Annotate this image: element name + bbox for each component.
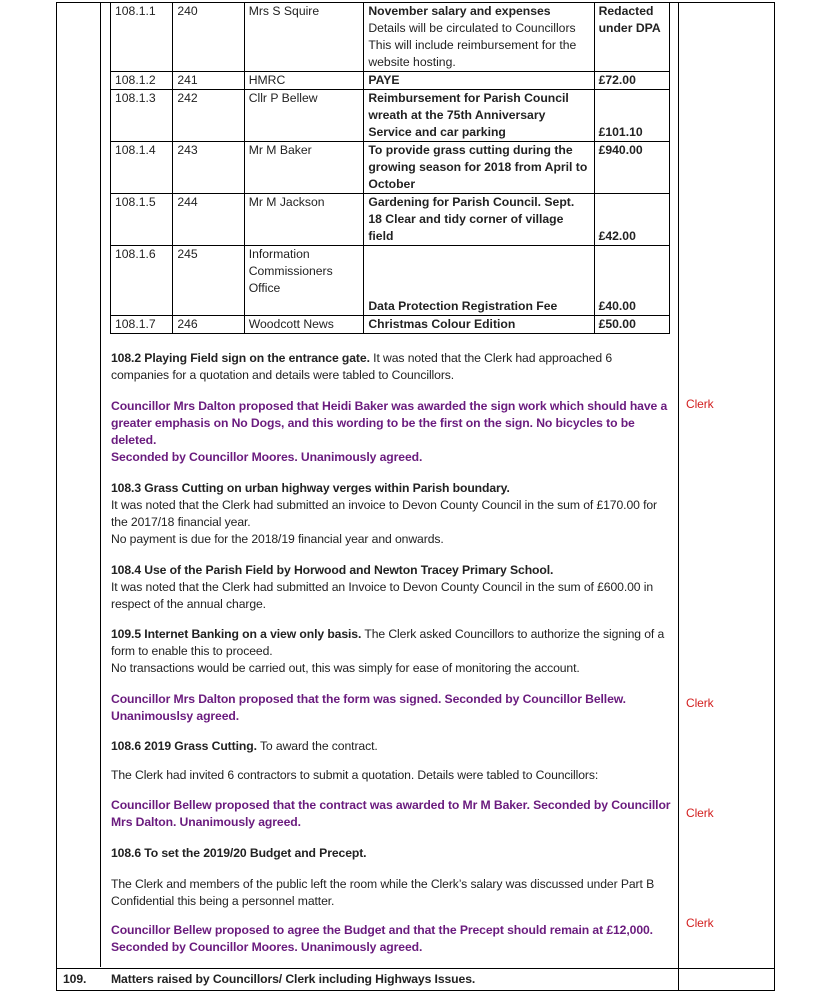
payment-description	[364, 3, 594, 72]
payment-description: Christmas Colour Edition	[364, 316, 594, 334]
payment-ref: 108.1.5	[111, 194, 173, 246]
section-heading: 108.3 Grass Cutting on urban highway verges within Parish boundary.	[111, 481, 510, 495]
column-divider-left	[100, 2, 101, 967]
payment-amount: £72.00	[594, 72, 669, 90]
table-row	[111, 316, 670, 334]
seconded-text: Seconded by Councillor Moores. Unanimously agreed.	[111, 450, 423, 464]
payment-amount: Redacted under DPA	[594, 3, 669, 72]
payee: Cllr P Bellew	[244, 90, 364, 142]
section-heading: 108.4 Use of the Parish Field by Horwood and Newton Tracey Primary School.	[111, 563, 554, 577]
table-row	[111, 246, 670, 316]
description-line: website hosting.	[368, 55, 456, 69]
payment-amount: £42.00	[594, 194, 669, 246]
cheque-number: 244	[173, 194, 244, 246]
cheque-number: 241	[173, 72, 244, 90]
table-row	[111, 72, 670, 90]
payment-ref: 108.1.7	[111, 316, 173, 334]
payment-ref: 108.1.2	[111, 72, 173, 90]
section-text: The Clerk asked Councillors to authorize the signing of a form to enable this to proceed.	[111, 627, 665, 658]
section-heading: 108.6 To set the 2019/20 Budget and Precept.	[111, 846, 367, 860]
resolution-109-5: Councillor Mrs Dalton proposed that the form was signed. Seconded by Councillor Bellew. Unanimouslsy agreed.	[111, 692, 626, 723]
payee: Mrs S Squire	[244, 3, 364, 72]
item-number-109: 109.	[63, 972, 87, 986]
resolution-108-6-budget: Councillor Bellew proposed to agree the Budget and that the Precept should remain at £12,000. Seconded by Councillor Moores. Unanimously agreed.	[111, 923, 653, 954]
action-clerk: Clerk	[686, 806, 714, 820]
section-text: The Clerk had invited 6 contractors to submit a quotation. Details were tabled to Councillors:	[111, 768, 599, 782]
section-109-5	[111, 626, 671, 677]
description-line: Details will be circulated to Councillors	[368, 21, 576, 35]
description-title: November salary and expenses	[368, 4, 551, 18]
payment-description: To provide grass cutting during the growing season for 2018 from April to October	[364, 142, 594, 194]
payment-amount: £40.00	[594, 246, 669, 316]
cheque-number: 245	[173, 246, 244, 316]
payee: Mr M Baker	[244, 142, 364, 194]
action-clerk: Clerk	[686, 696, 714, 710]
payments-table	[110, 2, 670, 334]
payee: HMRC	[244, 72, 364, 90]
payee: Information Commissioners Office	[244, 246, 364, 316]
row-divider-109	[56, 968, 775, 969]
payment-amount: £101.10	[594, 90, 669, 142]
section-text: No payment is due for the 2018/19 financial year and onwards.	[111, 532, 444, 546]
table-row	[111, 3, 670, 72]
section-heading: 109.5 Internet Banking on a view only basis.	[111, 627, 362, 641]
payee: Mr M Jackson	[244, 194, 364, 246]
resolution-108-2	[111, 398, 671, 466]
resolution-108-6-grass: Councillor Bellew proposed that the contract was awarded to Mr M Baker. Seconded by Councillor Mrs Dalton. Unanimously agreed.	[111, 798, 671, 829]
section-heading: 108.6 2019 Grass Cutting.	[111, 739, 257, 753]
payee: Woodcott News	[244, 316, 364, 334]
cheque-number: 243	[173, 142, 244, 194]
section-108-2	[111, 350, 671, 384]
payment-amount: £50.00	[594, 316, 669, 334]
section-108-6-grass	[111, 738, 671, 755]
item-title-109: Matters raised by Councillors/ Clerk including Highways Issues.	[111, 972, 476, 986]
action-clerk: Clerk	[686, 397, 714, 411]
column-divider-right	[678, 2, 679, 991]
section-108-3	[111, 480, 671, 548]
cheque-number: 246	[173, 316, 244, 334]
payment-ref: 108.1.6	[111, 246, 173, 316]
section-text: To award the contract.	[259, 739, 378, 753]
payment-description: PAYE	[364, 72, 594, 90]
resolution-text: Councillor Mrs Dalton proposed that Heidi Baker was awarded the sign work which should have a greater emphasis on No Dogs, and this wording to be the first on the sign. No bicycles to be deleted.	[111, 399, 668, 447]
section-108-4	[111, 562, 671, 613]
action-clerk: Clerk	[686, 916, 714, 930]
section-heading: 108.2 Playing Field sign on the entrance gate.	[111, 351, 370, 365]
cheque-number: 240	[173, 3, 244, 72]
table-row	[111, 90, 670, 142]
section-text: No transactions would be carried out, this was simply for ease of monitoring the account.	[111, 661, 580, 675]
section-text: The Clerk and members of the public left the room while the Clerk’s salary was discussed under Part B Confidential this being a personnel matter.	[111, 877, 655, 908]
section-text: It was noted that the Clerk had submitted an Invoice to Devon County Council in the sum of £600.00 in respect of the annual charge.	[111, 580, 654, 611]
section-text: It was noted that the Clerk had approached 6 companies for a quotation and details were tabled to Councillors.	[111, 351, 613, 382]
payment-ref: 108.1.3	[111, 90, 173, 142]
description-line: This will include reimbursement for the	[368, 38, 577, 52]
section-text: It was noted that the Clerk had submitted an invoice to Devon County Council in the sum of £170.00 for the 2017/18 financial year.	[111, 498, 658, 529]
table-row	[111, 194, 670, 246]
payment-amount: £940.00	[594, 142, 669, 194]
payment-ref: 108.1.4	[111, 142, 173, 194]
payment-description: Gardening for Parish Council. Sept. 18 Clear and tidy corner of village field	[364, 194, 594, 246]
payment-ref: 108.1.1	[111, 3, 173, 72]
cheque-number: 242	[173, 90, 244, 142]
table-row	[111, 142, 670, 194]
payment-description: Data Protection Registration Fee	[364, 246, 594, 316]
payment-description: Reimbursement for Parish Council wreath at the 75th Anniversary Service and car parking	[364, 90, 594, 142]
